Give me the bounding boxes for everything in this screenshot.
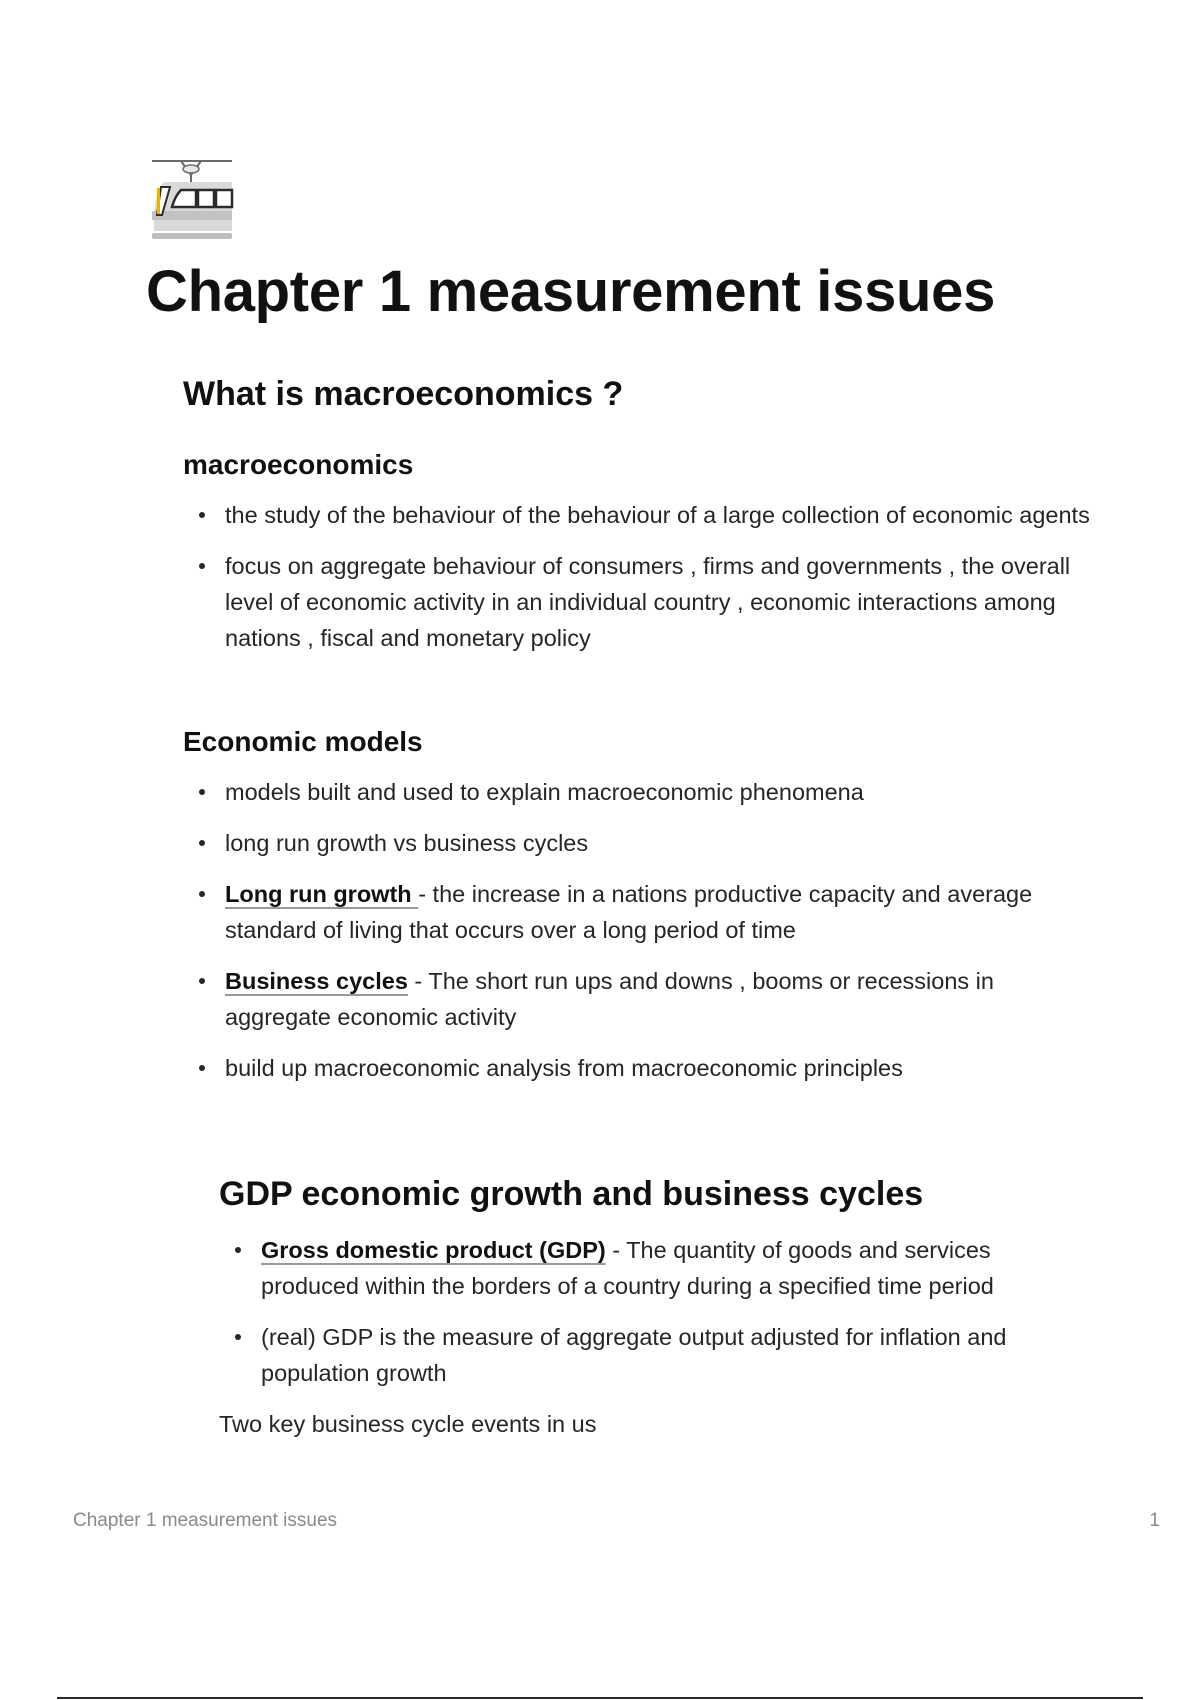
section-heading-gdp: GDP economic growth and business cycles [219,1175,924,1213]
list-item: (real) GDP is the measure of aggregate output adjusted for inflation and population growth [261,1319,1091,1391]
list-item: long run growth vs business cycles [225,825,1095,861]
term-gdp: Gross domestic product (GDP) [261,1237,606,1263]
list-item: models built and used to explain macroeconomic phenomena [225,774,1095,810]
term-business-cycles: Business cycles [225,968,408,994]
list-item [225,963,1095,1035]
gdp-list [261,1232,1091,1406]
list-item [225,876,1095,948]
paragraph-business-cycle-events: Two key business cycle events in us [219,1411,597,1437]
definition-text: - The short run ups and downs , booms or recessions in aggregate economic activity [225,968,994,1030]
divider [57,1697,1143,1699]
footer-title: Chapter 1 measurement issues [73,1510,338,1531]
economic-models-list [225,774,1095,1101]
term-long-run-growth: Long run growth [225,881,419,907]
definition-text: - the increase in a nations productive capacity and average standard of living that occurs over a long period of time [225,881,1033,943]
subheading-macroeconomics: macroeconomics [183,449,414,480]
page-title: Chapter 1 measurement issues [146,259,996,324]
page-number: 1 [1149,1510,1160,1531]
tram-icon [148,155,234,245]
list-item: focus on aggregate behaviour of consumers , firms and governments , the overall level of economic activity in an individual country , economic interactions among nations , fiscal and monetary policy [225,548,1095,656]
macroeconomics-list [225,497,1095,671]
list-item [261,1232,1091,1304]
section-heading-macroeconomics: What is macroeconomics ? [183,375,624,413]
definition-text: - The quantity of goods and services produced within the borders of a country during a specified time period [261,1237,994,1299]
subheading-economic-models: Economic models [183,726,423,757]
list-item: build up macroeconomic analysis from macroeconomic principles [225,1050,1095,1086]
list-item: the study of the behaviour of the behaviour of a large collection of economic agents [225,497,1095,533]
